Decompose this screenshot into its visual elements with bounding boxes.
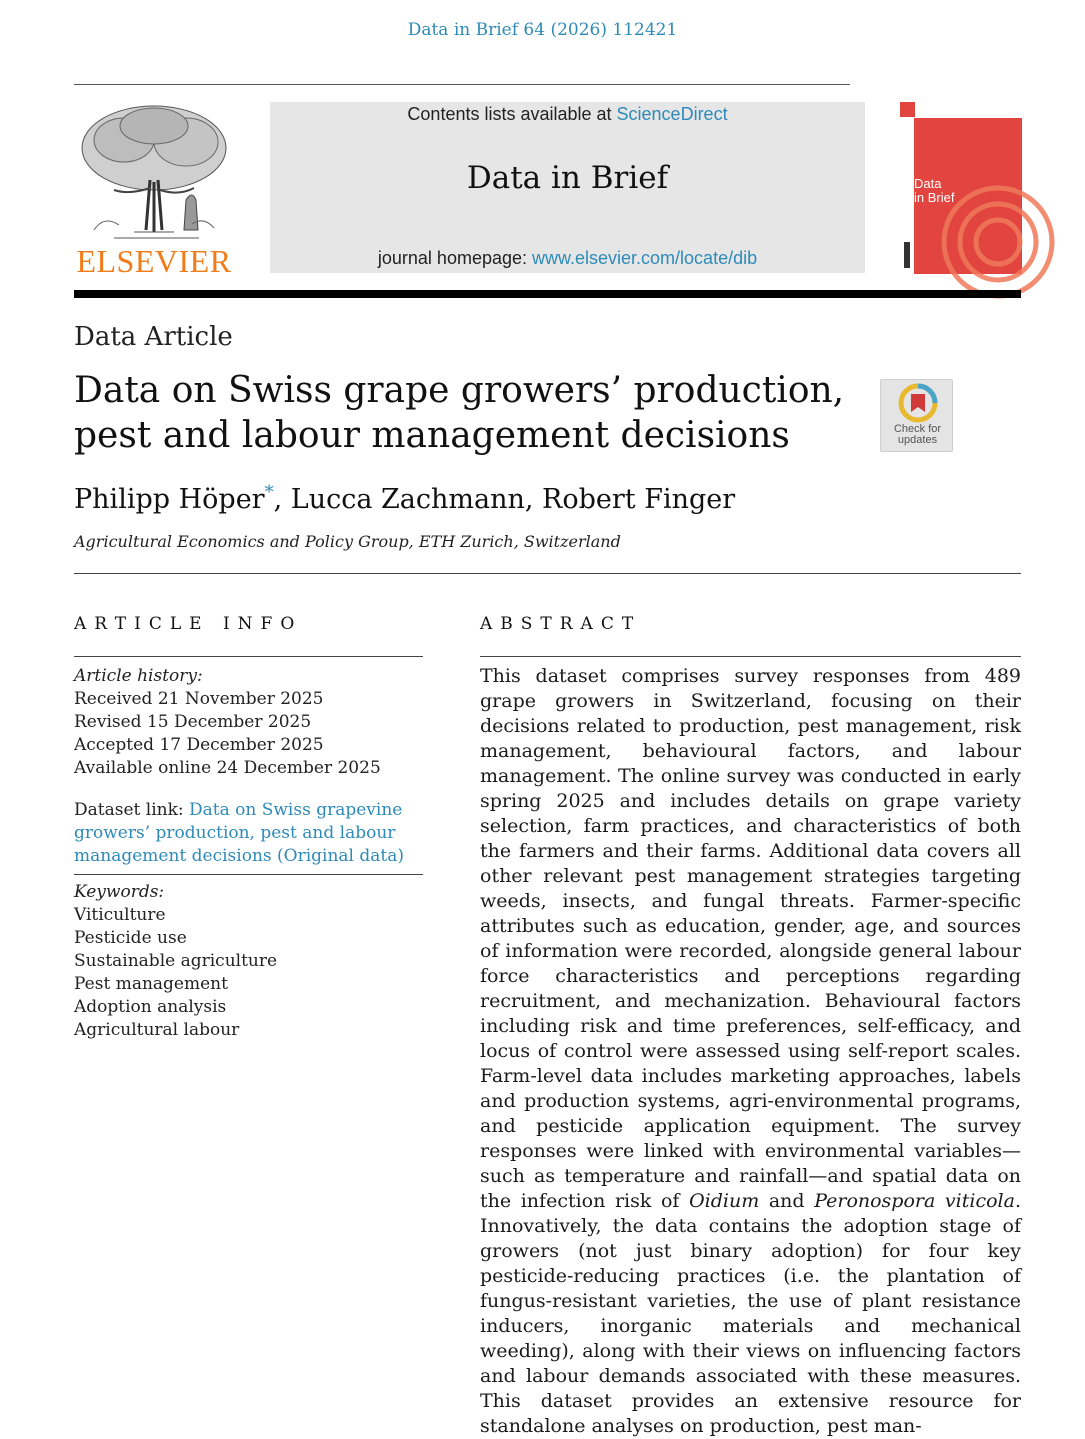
keyword-item: Pesticide use xyxy=(74,928,187,948)
abstract-text-part: and xyxy=(759,1190,815,1212)
info-divider xyxy=(74,656,423,657)
keyword-item: Sustainable agriculture xyxy=(74,951,278,971)
badge-line2: updates xyxy=(897,434,938,446)
keywords-label: Keywords: xyxy=(74,882,165,902)
journal-title: Data in Brief xyxy=(466,160,669,196)
affiliation: Agricultural Economics and Policy Group, ETH Zurich, Switzerland xyxy=(74,532,621,551)
keyword-item: Agricultural labour xyxy=(74,1020,240,1040)
article-type: Data Article xyxy=(74,322,233,352)
abstract-divider xyxy=(480,656,1021,657)
journal-citation[interactable]: Data in Brief 64 (2026) 112421 xyxy=(407,20,678,40)
author-name[interactable]: Robert Finger xyxy=(542,484,736,515)
badge-line1: Check for xyxy=(893,423,942,435)
article-info-heading: ARTICLE INFO xyxy=(74,614,303,634)
article-history xyxy=(74,665,423,780)
history-accepted: Accepted 17 December 2025 xyxy=(74,735,324,755)
keyword-item: Pest management xyxy=(74,974,228,994)
abstract-text-part: This dataset comprises survey responses from 489 grape growers in Switzerland, focusing on their decisions related to production, pest management, risk management, behavioural factors, and labour management. The online survey was conducted in early spring 2025 and includes details on grape variety selection, farm practices, and characteristics of both the farmers and their farms. Additional data covers all other relevant pest management strategies targeting weeds, insects, and fungal threats. Farmer-specific attributes such as education, gender, age, and sources of information were recorded, alongside general labour force characteristics and perceptions regarding recruitment, and mechanization. Behavioural factors including risk and time preferences, self-efficacy, and locus of control were assessed using self-report scales. Farm-level data includes marketing approaches, labels and production systems, agri-environmental programs, and pesticide application equipment. The survey responses were linked with environmental variables—such as temperature and rainfall—and spatial data on the infection risk of xyxy=(480,665,1021,1212)
cover-title-line2: in Brief xyxy=(914,190,955,205)
abstract-text-part: . Innovatively, the data contains the adoption stage of growers (not just binary adoption) for four key pesticide-reducing practices (i.e. the plantation of fungus-resistant varieties, the use of plant resistance inducers, inorganic materials and mechanical weeding), along with their views on influencing factors and labour demands associated with these measures. This dataset provides an extensive resource for standalone analyses on production, pest man- xyxy=(480,1190,1021,1437)
corresponding-author-mark[interactable]: * xyxy=(264,482,274,503)
journal-cover-image xyxy=(898,102,1022,274)
history-received: Received 21 November 2025 xyxy=(74,689,324,709)
history-label: Article history: xyxy=(74,666,203,686)
keywords-divider xyxy=(74,874,423,875)
header-thick-divider xyxy=(74,290,1021,298)
section-divider xyxy=(74,573,1021,574)
keyword-item: Viticulture xyxy=(74,905,166,925)
dataset-label: Dataset link: xyxy=(74,800,190,820)
keyword-item: Adoption analysis xyxy=(74,997,227,1017)
abstract-italic-term: Oidium xyxy=(689,1190,760,1212)
contents-line xyxy=(270,104,865,125)
author-separator: , xyxy=(273,484,291,515)
publisher-wordmark: ELSEVIER xyxy=(76,243,232,279)
homepage-link[interactable]: www.elsevier.com/locate/dib xyxy=(532,248,758,268)
top-divider xyxy=(74,84,850,85)
dataset-link-block xyxy=(74,799,423,868)
article-title: Data on Swiss grape growers’ production, pest and labour management decisions xyxy=(74,370,845,456)
abstract-heading: ABSTRACT xyxy=(480,614,642,634)
history-online: Available online 24 December 2025 xyxy=(74,758,381,778)
history-revised: Revised 15 December 2025 xyxy=(74,712,312,732)
homepage-line xyxy=(270,248,865,269)
abstract-italic-term: Peronospora viticola xyxy=(814,1190,1015,1212)
dataset-link[interactable]: Data on Swiss grapevine growers’ production, pest and labour management decisions (Original data) xyxy=(74,800,405,866)
contents-prefix: Contents lists available at xyxy=(407,104,617,124)
homepage-prefix: journal homepage: xyxy=(377,248,532,268)
cover-title-line1: Data xyxy=(914,176,942,191)
journal-header-box xyxy=(270,102,865,273)
author-separator: , xyxy=(524,484,543,515)
check-updates-icon xyxy=(897,382,939,424)
check-updates-label xyxy=(881,424,954,446)
author-name[interactable]: Philipp Höper xyxy=(74,484,265,515)
check-for-updates-badge[interactable] xyxy=(880,379,953,452)
abstract-body xyxy=(480,664,1021,1439)
author-name[interactable]: Lucca Zachmann xyxy=(290,484,525,515)
sciencedirect-link[interactable]: ScienceDirect xyxy=(616,104,728,124)
author-list xyxy=(74,482,735,515)
keywords-list xyxy=(74,881,423,1042)
